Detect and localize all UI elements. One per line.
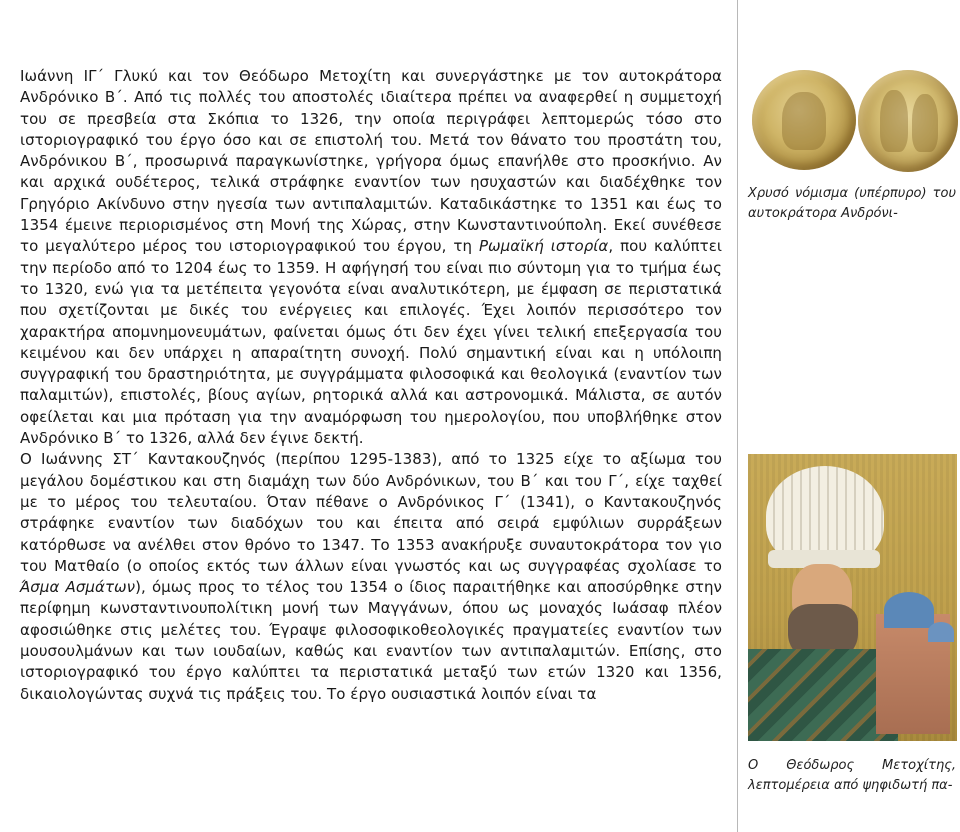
margin-divider (737, 0, 738, 832)
gold-coin-obverse-image (752, 70, 856, 170)
main-text-column (20, 66, 722, 705)
text-run: Ιωάννη ΙΓ΄ Γλυκύ και τον Θεόδωρο Μετοχίτη και συνεργάστηκε με τον αυτοκράτορα Ανδρόνικο Β΄. Από τις πολλές του αποστολές ιδιαίτερα πρέπει να αναφερθεί η συμμετοχή του σε πρεσβεία στα Σκόπια το 1326, την οποία περιγράφει λεπτομερώς τόσο στο ιστοριογραφικό του έργο όσο και σε επιστολή του. Μετά τον θάνατο του προστάτη του, Ανδρόνικου Β΄, προσωρινά παραγκωνίστηκε, γρήγορα όμως επανήλθε στο προσκήνιο. Αν και αρχικά ουδέτερος, τελικά στράφηκε εναντίον των ησυχαστών και διαδέχθηκε τον Γρηγόριο Ακίνδυνο στην ηγεσία των αντιπαλαμιτών. Καταδικάστηκε το 1351 και έως το 1354 έμεινε περιορισμένος στη Μονή της Χώρας, στην Κωνσταντινούπολη. Εκεί συνέθεσε το μεγαλύτερο μέρος του ιστοριογραφικού του έργου, τη (20, 67, 722, 256)
mosaic-caption: Ο Θεόδωρος Μετοχίτης, λεπτομέρεια από ψηφιδωτή πα- (748, 758, 956, 793)
gold-coin-reverse-image (858, 70, 958, 172)
sidebar (744, 0, 958, 832)
text-run: ), όμως προς το τέλος του 1354 ο ίδιος παραιτήθηκε και αποσύρθηκε στην περίφημη κωνσταντινουπολίτικη μονή των Μαγγάνων, όπου ως μοναχός Ιωάσαφ πλέον αφοσιώθηκε στις μελέτες του. Έγραψε φιλοσοφικοθεολογικές πραγματείες εναντίον των μουσουλμάνων και των ιουδαίων, καθώς και εναντίον των αντιπαλαμιτών. Επίσης, στο ιστοριογραφικό του έργο καλύπτει τα περιστατικά μεταξύ των ετών 1320 και 1356, δικαιολογώντας συχνά τις πράξεις του. Το έργο ουσιαστικά λοιπόν είναι τα (20, 578, 722, 703)
text-run: , που καλύπτει την περίοδο από το 1204 έως το 1359. Η αφήγησή του είναι πιο σύντομη για το τμήμα έως το 1320, ενώ για τα μετέπειτα γεγονότα είναι αναλυτικότερη, με έμφαση σε περιστατικά που σχετίζονται με δικές του ενέργειες και επιλογές. Έχει λοιπόν περισσότερο τον χαρακτήρα απομνημονευμάτων, φαίνεται όμως ότι δεν έχει γίνει τελική επεξεργασία του κειμένου και δεν υπάρχει η απαραίτητη συνοχή. Πολύ σημαντική είναι και η υπόλοιπη συγγραφική του δραστηριότητα, με συγγράμματα φιλοσοφικά και θεολογικά (εναντίον των παλαμιτών), επιστολές, βίους αγίων, ρητορικά αλλά και αστρονομικά. Μάλιστα, σε αυτόν οφείλεται και μια πρόταση για την αναμόρφωση του ημερολογίου, που υποβλήθηκε στον Ανδρόνικο Β΄ το 1326, αλλά δεν έγινε δεκτή. (20, 237, 722, 448)
book-title-song-of-songs: Άσμα Ασμάτων (20, 578, 136, 597)
book-title-roman-history: Ρωμαϊκή ιστορία (478, 237, 609, 256)
coin-caption: Χρυσό νόμισμα (υπέρπυρο) του αυτοκράτορα Ανδρόνι- (748, 186, 956, 221)
mosaic-portrait-image (748, 454, 957, 741)
text-run: Ο Ιωάννης ΣΤ΄ Καντακουζηνός (περίπου 1295-1383), από το 1325 είχε το αξίωμα του μεγάλου δομέστικου και στη διαμάχη των δύο Ανδρόνικων, του Β΄ και του Γ΄, είχε ταχθεί με το μέρος του τελευταίου. Όταν πέθανε ο Ανδρόνικος Γ΄ (1341), ο Καντακουζηνός στράφηκε εναντίον των διαδόχων του και έπειτα από σειρά εμφύλιων συρράξεων κατόρθωσε να ανέλθει στον θρόνο το 1347. Το 1353 ανακήρυξε συναυτοκράτορα τον γιο του Ματθαίο (ο οποίος εκτός των άλλων είναι γνωστός και ως συγγραφέας σχολίασε το (20, 450, 722, 575)
paragraph-kantakouzenos (20, 449, 722, 705)
paragraph-metochites (20, 66, 722, 449)
